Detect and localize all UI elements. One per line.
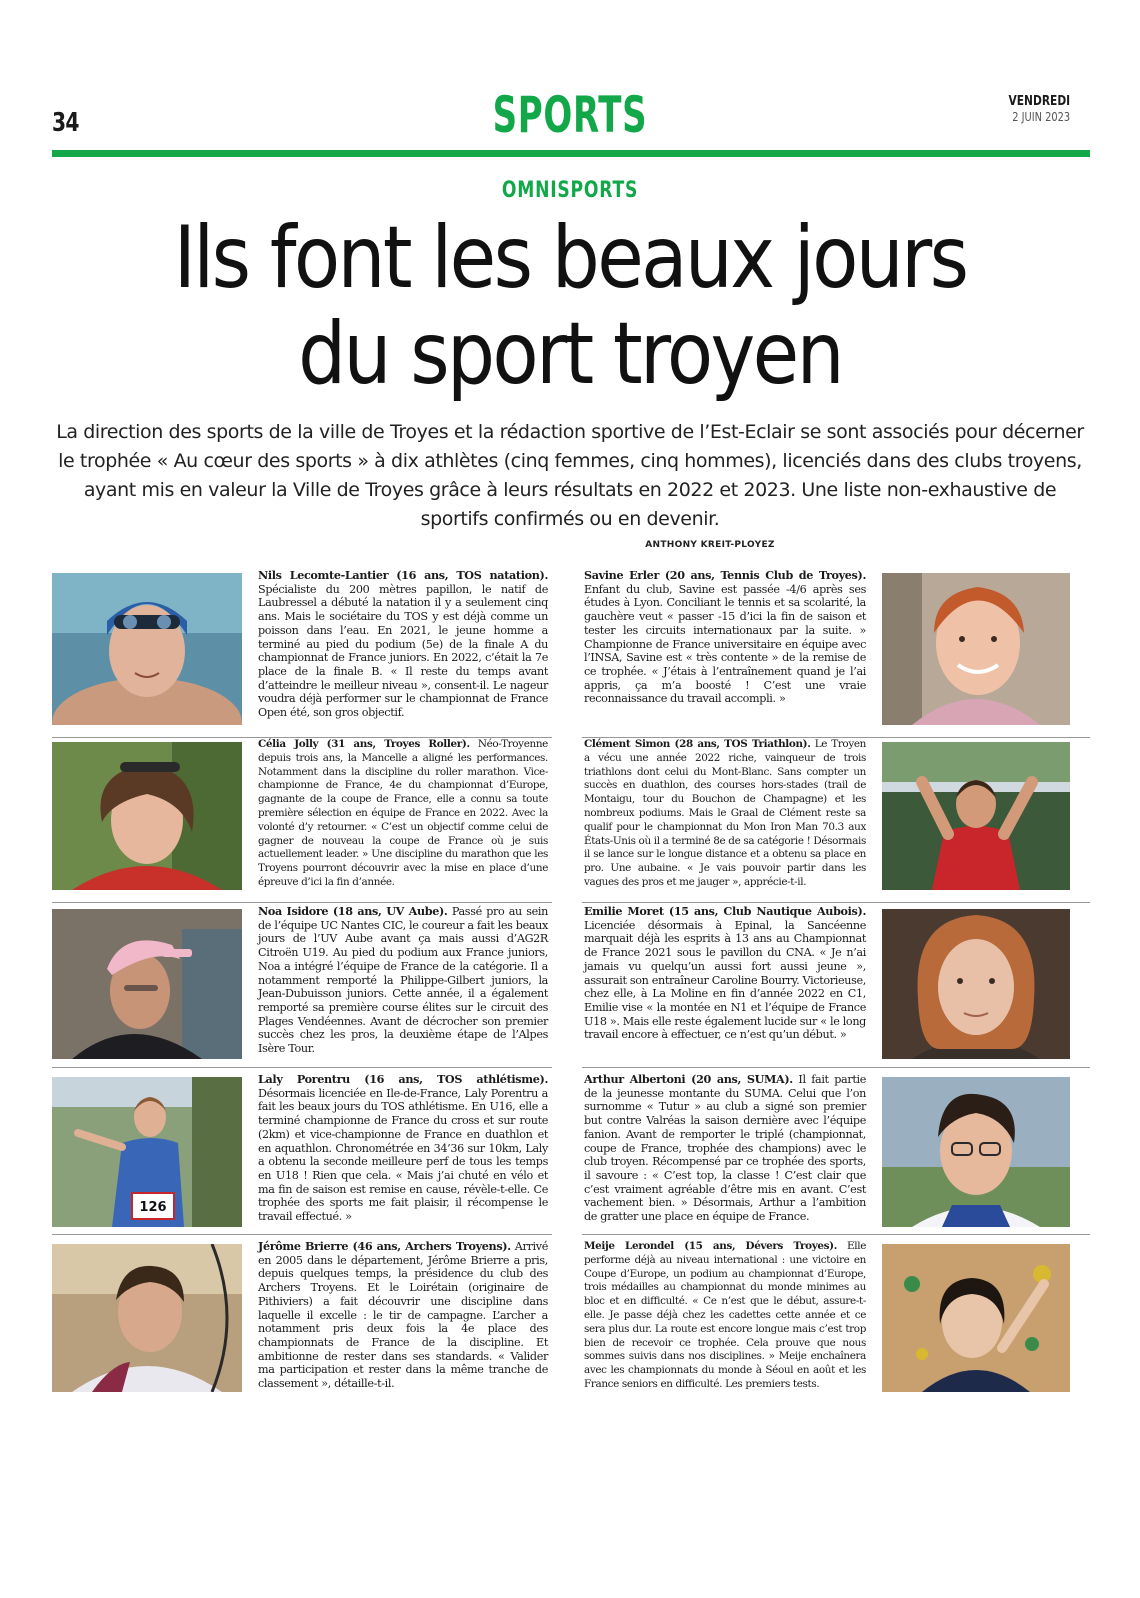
athlete-photo	[882, 1244, 1070, 1392]
profile-text	[584, 1073, 866, 1224]
profile-text	[584, 569, 866, 706]
athlete-name: Meije Lerondel (15 ans, Dévers Troyes).	[584, 1240, 837, 1252]
profile-card	[584, 568, 1090, 728]
athlete-photo	[52, 742, 242, 890]
row-separator	[52, 902, 552, 903]
issue-day: VENDREDI	[1008, 94, 1070, 109]
profile-card	[52, 568, 562, 728]
profile-card	[584, 904, 1090, 1064]
athlete-description: Passé pro au sein de l’équipe UC Nantes CIC, le coureur a fait les beaux jours de l’UV Aube avant ça mais aussi d’AG2R Citroën U19. Au pied du podium aux France juniors, Noa a intégré l’équipe de France de la catégorie. Il a notamment remporté la Philippe-Gilbert juniors, la Jean-Dubuisson juniors. Cette année, il a également remporté sa première course élites sur le circuit des Plages Vendéennes. Avant de décrocher son premier succès chez les pros, la deuxième étape de l’Alpes Isère Tour.	[258, 905, 548, 1056]
article-headline	[68, 210, 1071, 402]
profile-text	[258, 569, 548, 720]
athlete-photo	[882, 573, 1070, 725]
profile-text	[584, 1240, 866, 1392]
row-separator	[52, 1067, 552, 1068]
athlete-description: Enfant du club, Savine est passée -4/6 après ses études à Lyon. Conciliant le tennis et sa scolarité, la gauchère veut « passer -15 d’ici la fin de saison et tester les circuits internationaux par la suite. » Championne de France universitaire en équipe avec l’INSA, Savine est « très contente » de la remise de ce trophée. « J’étais à l’entraînement quand je l’ai appris, ça m’a boosté ! C’est une vraie reconnaissance du travail accompli. »	[584, 582, 866, 706]
athlete-description: Il fait partie de la jeunesse montante du SUMA. Celui que l’on surnomme « Tutur » au club a signé son premier but contre Valréas la saison dernière avec l’équipe fanion. Avant de remporter le triplé (championnat, coupe de France, trophée des champions) avec le club troyen. Récompensé par ce trophée des sports, il savoure : « C’est top, la classe ! C’est clair que c’est vraiment agréable d’être mis en avant. C’est vachement bien. » Désormais, Arthur a l’ambition de gratter une place en équipe de France.	[584, 1073, 866, 1224]
article-kicker: OMNISPORTS	[501, 178, 639, 203]
athlete-description: Arrivé en 2005 dans le département, Jérôme Brierre a pris, depuis quelques temps, la présidence du club des Archers Troyens. Et le Loirétain (originaire de Pithiviers) a fait découvrir une discipline dans laquelle il excelle : le tir de campagne. L’archer a notamment pris deux fois la 4e place des championnats de France de la discipline. Et ambitionne de rester dans ses standards. « Valider ma participation et rester dans la même tranche de classement », détaille-t-il.	[258, 1240, 548, 1391]
header-rule	[52, 150, 1090, 157]
athlete-description: Le Troyen a vécu une année 2022 riche, vainqueur de trois triathlons dont celui du Mont-Blanc. Sans compter un succès en duathlon, des courses hors-stades (trail de Montaigu, tour du Bouchon de Champagne) et les nombreux podiums. Mais le Graal de Clément reste sa qualif pour le championnat du Mon Iron Man 70.3 aux États-Unis où il a terminé 8e de sa catégorie ! Désormais il se lance sur le longue distance et a obtenu sa place en pro. Une aubaine. « Je vais pouvoir partir dans les vagues des pros et me jauger », apprécie-t-il.	[584, 738, 866, 888]
profile-card	[584, 738, 1090, 897]
athlete-photo	[52, 1244, 242, 1392]
profile-card	[52, 1072, 562, 1232]
row-separator	[582, 1067, 1090, 1068]
athlete-name: Arthur Albertoni (20 ans, SUMA).	[584, 1072, 793, 1086]
page-number: 34	[52, 108, 79, 138]
headline-line-1: Ils font les beaux jours	[173, 208, 967, 308]
issue-date	[995, 94, 1070, 124]
profile-text	[258, 905, 548, 1056]
profile-card	[52, 904, 562, 1064]
athlete-photo	[52, 909, 242, 1059]
athlete-photo	[882, 909, 1070, 1059]
athlete-photo	[52, 1077, 242, 1227]
profile-text	[258, 1073, 548, 1224]
athlete-description: Licenciée désormais à Epinal, la Sancéenne marquait déjà les esprits à 13 ans au Championnat de France 2021 sous le pavillon du CNA. « Je n’ai jamais vu quelqu’un aussi fort aussi jeune », assurait son entraîneur Caroline Bourry. Victorieuse, chez elle, à La Moline en fin d’année 2022 en C1, Emilie vise « la montée en N1 et l’équipe de France U18 ». Mais elle reste également lucide sur « le long travail encore à effectuer, ce n’est qu’un début. »	[584, 918, 866, 1042]
profile-card	[52, 738, 562, 897]
profile-card	[52, 1239, 562, 1399]
row-separator	[52, 1234, 552, 1235]
athlete-description: Elle performe déjà au niveau international : une victoire en Coupe d’Europe, un podium au championnat d’Europe, trois médailles au championnat du monde minimes au bloc et en difficulté. « Ce n’est que le début, assure-t-elle. Je passe déjà chez les cadettes cette année et ce sera plus dur. La route est encore longue mais c’est trop bien de recevoir ce trophée. Cela prouve que nous sommes suivis dans nos disciplines. » Meije enchaînera avec les championnats du monde à Séoul en août et les France seniors en difficulté. Les premiers tests.	[584, 1240, 866, 1390]
athlete-name: Emilie Moret (15 ans, Club Nautique Aubois).	[584, 904, 866, 918]
athlete-photo	[52, 573, 242, 725]
athlete-name: Noa Isidore (18 ans, UV Aube).	[258, 904, 448, 918]
athlete-description: Spécialiste du 200 mètres papillon, le natif de Laubressel a débuté la natation il y a seulement cinq ans. Mais le sociétaire du TOS y est déjà comme un poisson dans l’eau. En 2021, le jeune homme a terminé au pied du podium (5e) de la finale A du championnat de France juniors. En 2022, c’était la 7e place de la finale B. « Il reste du temps avant d’atteindre le meilleur niveau », consent-il. Le nageur voudra déjà performer sur le championnat de France Open été, son gros objectif.	[258, 582, 548, 720]
athlete-name: Clément Simon (28 ans, TOS Triathlon).	[584, 738, 811, 750]
profile-text	[584, 905, 866, 1042]
issue-full-date: 2 JUIN 2023	[1012, 110, 1070, 124]
race-bib-number: 126	[139, 1200, 167, 1215]
athlete-name: Savine Erler (20 ans, Tennis Club de Troyes).	[584, 568, 866, 582]
section-title: SPORTS	[492, 86, 648, 144]
athlete-name: Nils Lecomte-Lantier (16 ans, TOS natation).	[258, 568, 548, 582]
profile-card	[584, 1072, 1090, 1232]
profile-text	[258, 1240, 548, 1391]
athlete-name: Jérôme Brierre (46 ans, Archers Troyens).	[258, 1239, 511, 1253]
headline-line-2: du sport troyen	[298, 304, 842, 404]
athlete-description: Désormais licenciée en Ile-de-France, Laly Porentru a fait les beaux jours du TOS athlétisme. En U16, elle a terminé championne de France du cross et sur route (2km) et vice-championne de France en duathlon et en aquathlon. Chronométrée en 34’36 sur 10km, Laly a obtenu la seconde meilleure perf de tous les temps en U18 ! Rien que cela. « Mais j’ai chuté en vélo et ma fin de saison est remise en cause, révèle-t-elle. Ce trophée des sports me fait plaisir, il récompense le travail effectué. »	[258, 1086, 548, 1224]
athlete-name: Célia Jolly (31 ans, Troyes Roller).	[258, 738, 470, 750]
athlete-photo	[882, 1077, 1070, 1227]
profile-text	[584, 738, 866, 890]
article-lede: La direction des sports de la ville de Troyes et la rédaction sportive de l’Est-Eclair se sont associés pour décerner le trophée « Au cœur des sports » à dix athlètes (cinq femmes, cinq hommes), licenciés dans des clubs troyens, ayant mis en valeur la Ville de Troyes grâce à leurs résultats en 2022 et 2023. Une liste non-exhaustive de sportifs confirmés ou en devenir.	[56, 421, 1084, 530]
row-separator	[582, 1234, 1090, 1235]
athlete-description: Néo-Troyenne depuis trois ans, la Mancelle a aligné les performances. Notamment dans la discipline du roller marathon. Vice-championne de France, 4e du championnat d’Europe, gagnante de la coupe de France, elle a connu sa toute première sélection en équipe de France en 2022. Avec la volonté d’y retourner. « C’est un objectif comme celui de gagner de nouveau la coupe de France où je suis actuellement leader. » Une discipline du marathon que les Troyens pourront découvrir avec la mise en place d’une épreuve d’ici la fin d’année.	[258, 738, 548, 888]
article-byline: ANTHONY KREIT-PLOYEZ	[645, 540, 775, 550]
profile-text	[258, 738, 548, 890]
profile-card	[584, 1240, 1090, 1399]
athlete-photo	[882, 742, 1070, 890]
athlete-name: Laly Porentru (16 ans, TOS athlétisme).	[258, 1072, 548, 1086]
row-separator	[582, 902, 1090, 903]
